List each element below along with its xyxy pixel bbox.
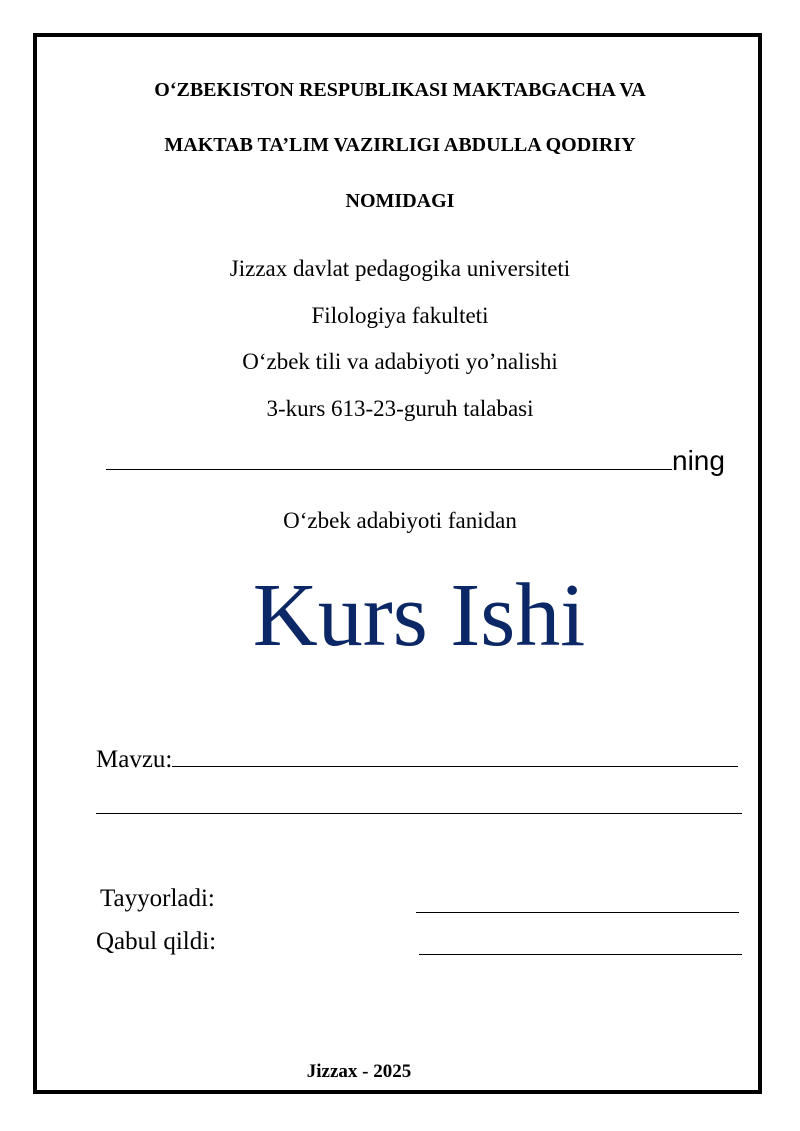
group-info: 3-kurs 613-23-guruh talabasi (266, 396, 534, 421)
student-name-suffix: ning (672, 445, 725, 476)
faculty-name: Filologiya fakulteti (311, 303, 489, 328)
student-name-row (106, 441, 725, 477)
topic-blank-1 (172, 741, 738, 767)
topic-label: Mavzu: (96, 746, 173, 773)
ministry-heading-line-1: O‘ZBEKISTON RESPUBLIKASI MAKTABGACHA VA (154, 79, 646, 101)
topic-blank-2 (96, 793, 742, 814)
document-title: Kurs Ishi (252, 566, 586, 665)
topic-row (96, 741, 738, 774)
subject-line: O‘zbek adabiyoti fanidan (283, 508, 517, 533)
direction-name: O‘zbek tili va adabiyoti yo’nalishi (242, 349, 558, 374)
accepted-blank (419, 932, 742, 955)
prepared-label: Tayyorladi: (100, 885, 215, 912)
university-name: Jizzax davlat pedagogika universiteti (229, 256, 571, 281)
student-name-blank (106, 441, 672, 470)
prepared-blank (416, 890, 739, 913)
ministry-heading-line-3: NOMIDAGI (345, 190, 455, 212)
ministry-heading-line-2: MAKTAB TA’LIM VAZIRLIGI ABDULLA QODIRIY (164, 134, 636, 156)
footer-city-year: Jizzax - 2025 (306, 1061, 412, 1082)
accepted-label: Qabul qildi: (96, 928, 217, 955)
